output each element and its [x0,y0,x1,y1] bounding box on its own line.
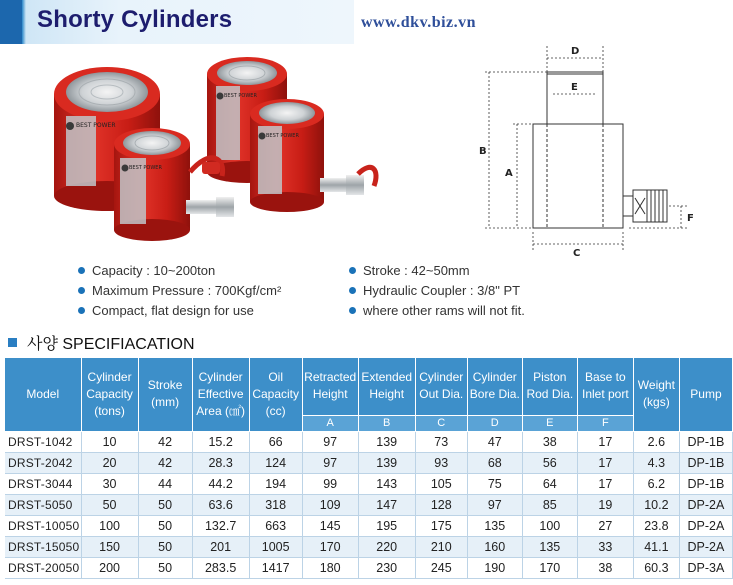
table-cell: 1005 [249,536,302,557]
table-cell: 30 [81,473,138,494]
table-cell: 20 [81,452,138,473]
table-cell: 27 [577,515,633,536]
table-cell: DP-1B [679,431,732,452]
dim-label-c: C [573,248,581,258]
header-out-dia: Cylinder Out Dia. [415,358,467,415]
label-text-3: BEST POWER [266,133,299,139]
table-cell: 93 [415,452,467,473]
table-cell: 66 [249,431,302,452]
table-cell: 128 [415,494,467,515]
table-cell: 100 [81,515,138,536]
header-bore-dia: Cylinder Bore Dia. [467,358,522,415]
spec-heading [8,331,195,354]
table-cell: 42 [138,452,192,473]
bullet-icon [78,307,85,314]
table-cell: 105 [415,473,467,494]
feature-item: Capacity : 10~200ton [78,260,281,280]
table-cell: 10 [81,431,138,452]
table-cell: 17 [577,431,633,452]
table-row [5,557,733,578]
table-cell: 97 [302,452,358,473]
model-cell: DRST-20050 [5,557,81,578]
label-text-1: BEST POWER [76,122,116,129]
bullet-icon [349,267,356,274]
table-row [5,431,733,452]
table-cell: 60.3 [633,557,679,578]
header-model: Model [5,358,81,431]
square-bullet-icon [8,338,17,347]
table-cell: 2.6 [633,431,679,452]
table-row [5,494,733,515]
subheader-c: C [415,415,467,431]
table-cell: 663 [249,515,302,536]
table-cell: DP-3A [679,557,732,578]
spec-table-body [5,431,733,578]
table-cell: 135 [522,536,577,557]
header-area: Cylinder Effective Area (㎠) [192,358,249,431]
subheader-d: D [467,415,522,431]
table-cell: 170 [522,557,577,578]
table-cell: 75 [467,473,522,494]
header-base: Base to Inlet port [577,358,633,415]
table-cell: 230 [358,557,415,578]
bullet-icon [349,287,356,294]
table-cell: 44 [138,473,192,494]
header-stroke: Stroke (mm) [138,358,192,431]
table-cell: 17 [577,473,633,494]
table-cell: 245 [415,557,467,578]
table-cell: 85 [522,494,577,515]
table-cell: 97 [302,431,358,452]
table-cell: 28.3 [192,452,249,473]
table-cell: 50 [138,557,192,578]
table-cell: DP-1B [679,473,732,494]
bullet-icon [78,267,85,274]
table-cell: 97 [467,494,522,515]
table-cell: DP-2A [679,494,732,515]
table-cell: 170 [302,536,358,557]
table-cell: 41.1 [633,536,679,557]
table-cell: 124 [249,452,302,473]
table-cell: DP-1B [679,452,732,473]
table-cell: 44.2 [192,473,249,494]
table-cell: 50 [138,494,192,515]
dim-label-d: D [571,46,580,57]
website-link[interactable]: www.dkv.biz.vn [361,14,477,31]
label-text-4: BEST POWER [129,165,162,171]
table-cell: 15.2 [192,431,249,452]
table-cell: 38 [577,557,633,578]
features-right [349,260,525,320]
table-cell: 64 [522,473,577,494]
feature-item: Compact, flat design for use [78,300,281,320]
product-photo [40,52,385,257]
page-title: Shorty Cylinders [37,6,233,33]
table-cell: 50 [138,536,192,557]
table-cell: 190 [467,557,522,578]
table-cell: 10.2 [633,494,679,515]
dim-label-e: E [571,82,578,93]
table-cell: 6.2 [633,473,679,494]
model-cell: DRST-15050 [5,536,81,557]
table-cell: 139 [358,452,415,473]
header-rod-dia: Piston Rod Dia. [522,358,577,415]
table-cell: 139 [358,431,415,452]
table-cell: 135 [467,515,522,536]
subheader-b: B [358,415,415,431]
table-cell: 47 [467,431,522,452]
dimension-diagram [465,38,725,258]
table-cell: 99 [302,473,358,494]
feature-item: where other rams will not fit. [349,300,525,320]
header-extended: Extended Height [358,358,415,415]
subheader-e: E [522,415,577,431]
model-cell: DRST-3044 [5,473,81,494]
dim-label-b: B [479,146,487,157]
feature-item: Maximum Pressure : 700Kgf/cm² [78,280,281,300]
header-weight: Weight (kgs) [633,358,679,431]
table-cell: 1417 [249,557,302,578]
dim-label-f: F [687,213,694,224]
table-cell: 195 [358,515,415,536]
dim-label-a: A [505,168,513,179]
table-cell: 180 [302,557,358,578]
table-cell: 150 [81,536,138,557]
table-row [5,515,733,536]
table-cell: 4.3 [633,452,679,473]
subheader-f: F [577,415,633,431]
table-cell: 210 [415,536,467,557]
table-cell: 33 [577,536,633,557]
header-accent-block [0,0,22,44]
bullet-icon [349,307,356,314]
table-cell: 147 [358,494,415,515]
table-cell: 73 [415,431,467,452]
table-cell: 200 [81,557,138,578]
model-cell: DRST-5050 [5,494,81,515]
table-cell: 318 [249,494,302,515]
spec-heading-text: 사양 SPECIFIACATION [27,336,195,353]
header-pump: Pump [679,358,732,431]
spec-table [5,358,733,579]
table-cell: 50 [138,515,192,536]
table-cell: 38 [522,431,577,452]
table-cell: 17 [577,452,633,473]
subheader-a: A [302,415,358,431]
table-cell: 23.8 [633,515,679,536]
table-cell: 100 [522,515,577,536]
cylinder-medium-front [250,99,376,212]
features-left [78,260,281,320]
header-retracted: Retracted Height [302,358,358,415]
table-row [5,473,733,494]
table-cell: 109 [302,494,358,515]
header-capacity: Cylinder Capacity (tons) [81,358,138,431]
table-cell: 194 [249,473,302,494]
table-cell: 19 [577,494,633,515]
table-cell: 63.6 [192,494,249,515]
header-oil: Oil Capacity (cc) [249,358,302,431]
bullet-icon [78,287,85,294]
table-cell: 220 [358,536,415,557]
table-row [5,452,733,473]
table-cell: 160 [467,536,522,557]
model-cell: DRST-2042 [5,452,81,473]
table-row [5,536,733,557]
table-cell: 56 [522,452,577,473]
feature-item: Hydraulic Coupler : 3/8" PT [349,280,525,300]
table-cell: 50 [81,494,138,515]
table-cell: 42 [138,431,192,452]
label-text-2: BEST POWER [224,93,257,99]
model-cell: DRST-1042 [5,431,81,452]
feature-item: Stroke : 42~50mm [349,260,525,280]
table-cell: 145 [302,515,358,536]
model-cell: DRST-10050 [5,515,81,536]
table-cell: DP-2A [679,515,732,536]
table-cell: DP-2A [679,536,732,557]
table-cell: 132.7 [192,515,249,536]
table-cell: 175 [415,515,467,536]
table-cell: 201 [192,536,249,557]
table-cell: 143 [358,473,415,494]
table-cell: 283.5 [192,557,249,578]
table-cell: 68 [467,452,522,473]
